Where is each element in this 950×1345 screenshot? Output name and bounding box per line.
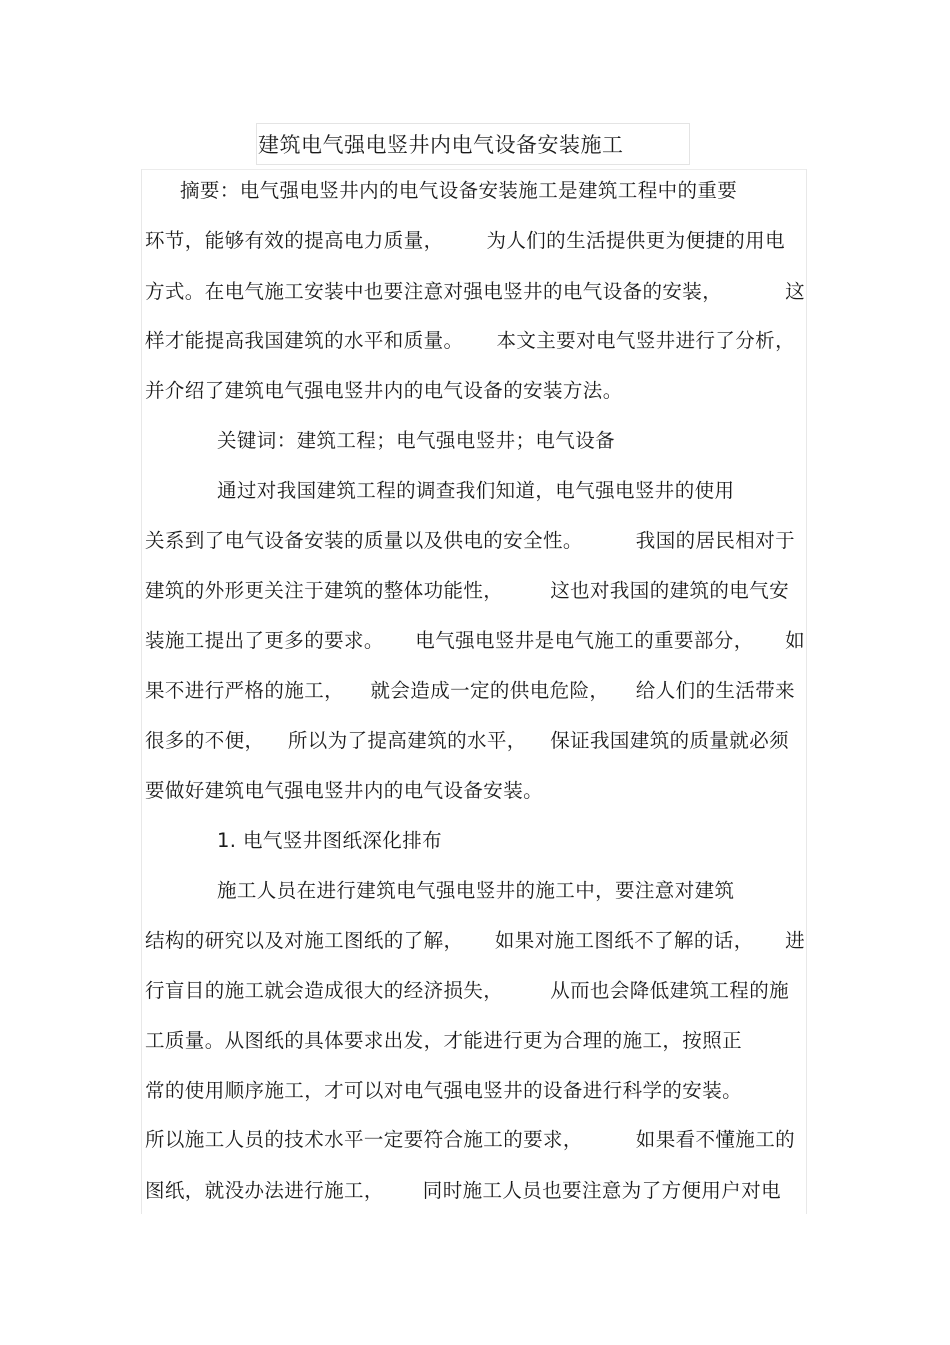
text-segment: 方式。在电气施工安装中也要注意对强电竖井的电气设备的安装， (145, 280, 723, 303)
abstract-line-3 (145, 279, 805, 305)
text-segment: 所以为了提高建筑的水平， (287, 729, 527, 752)
body-line (145, 1127, 795, 1153)
text-segment: 保证我国建筑的质量就必须 (550, 729, 789, 752)
text-segment: 所以施工人员的技术水平一定要符合施工的要求， (145, 1128, 583, 1151)
text-segment: 样才能提高我国建筑的水平和质量。 (145, 329, 464, 352)
body-line (145, 778, 543, 804)
text-segment: 常的使用顺序施工，才可以对电气强电竖井的设备进行科学的安装。 (145, 1079, 743, 1102)
content-frame-left (141, 169, 142, 1214)
abstract-line-2 (145, 228, 785, 254)
text-segment: 从而也会降低建筑工程的施 (550, 979, 789, 1002)
body-line (145, 1028, 742, 1054)
text-segment: 通过对我国建筑工程的调查我们知道，电气强电竖井的使用 (217, 479, 735, 502)
text-segment: 进 (785, 929, 805, 952)
body-line (145, 928, 805, 954)
text-segment: 环节，能够有效的提高电力质量， (145, 229, 444, 252)
text-segment: 摘要：电气强电竖井内的电气设备安装施工是建筑工程中的重要 (180, 179, 738, 202)
text-segment: 装施工提出了更多的要求。 (145, 629, 384, 652)
text-segment: 我国的居民相对于 (635, 529, 795, 552)
text-segment: 关键词：建筑工程；电气强电竖井；电气设备 (217, 429, 616, 452)
abstract-line-4 (145, 328, 795, 354)
body-line (145, 978, 789, 1004)
text-segment: 本文主要对电气竖井进行了分析， (496, 329, 795, 352)
text-segment: 电气强电竖井是电气施工的重要部分， (415, 629, 754, 652)
abstract-line-1 (180, 178, 737, 204)
text-segment: 关系到了电气设备安装的质量以及供电的安全性。 (145, 529, 583, 552)
text-segment: 结构的研究以及对施工图纸的了解， (145, 929, 464, 952)
body-line (145, 728, 789, 754)
text-segment: 为人们的生活提供更为便捷的用电 (486, 229, 785, 252)
body-line (145, 1178, 781, 1204)
text-segment: 如果看不懂施工的 (635, 1128, 795, 1151)
keywords-line (217, 428, 615, 454)
body-line (145, 1078, 742, 1104)
content-frame-top (141, 169, 806, 170)
text-segment: 这 (785, 280, 805, 303)
content-frame-right (806, 169, 807, 1214)
text-segment: 这也对我国的建筑的电气安 (550, 579, 789, 602)
text-segment: 果不进行严格的施工， (145, 679, 345, 702)
abstract-line-5 (145, 378, 623, 404)
text-segment: 同时施工人员也要注意为了方便用户对电 (422, 1179, 781, 1202)
body-line (217, 878, 734, 904)
body-line (145, 628, 805, 654)
text-segment: 1. 电气竖井图纸深化排布 (217, 829, 443, 852)
body-line (145, 678, 795, 704)
document-title: 建筑电气强电竖井内电气设备安装施工 (258, 133, 624, 157)
body-line (217, 478, 734, 504)
text-segment: 给人们的生活带来 (635, 679, 795, 702)
text-segment: 并介绍了建筑电气强电竖井内的电气设备的安装方法。 (145, 379, 623, 402)
text-segment: 如果对施工图纸不了解的话， (494, 929, 754, 952)
body-line (145, 528, 795, 554)
text-segment: 施工人员在进行建筑电气强电竖井的施工中，要注意对建筑 (217, 879, 735, 902)
text-segment: 很多的不便， (145, 729, 265, 752)
text-segment: 就会造成一定的供电危险， (370, 679, 610, 702)
text-segment: 如 (785, 629, 805, 652)
section-heading (217, 828, 442, 854)
text-segment: 要做好建筑电气强电竖井内的电气设备安装。 (145, 779, 544, 802)
text-segment: 行盲目的施工就会造成很大的经济损失， (145, 979, 504, 1002)
text-segment: 工质量。从图纸的具体要求出发，才能进行更为合理的施工，按照正 (145, 1029, 743, 1052)
text-segment: 图纸，就没办法进行施工， (145, 1179, 384, 1202)
body-line (145, 578, 789, 604)
text-segment: 建筑的外形更关注于建筑的整体功能性， (145, 579, 504, 602)
